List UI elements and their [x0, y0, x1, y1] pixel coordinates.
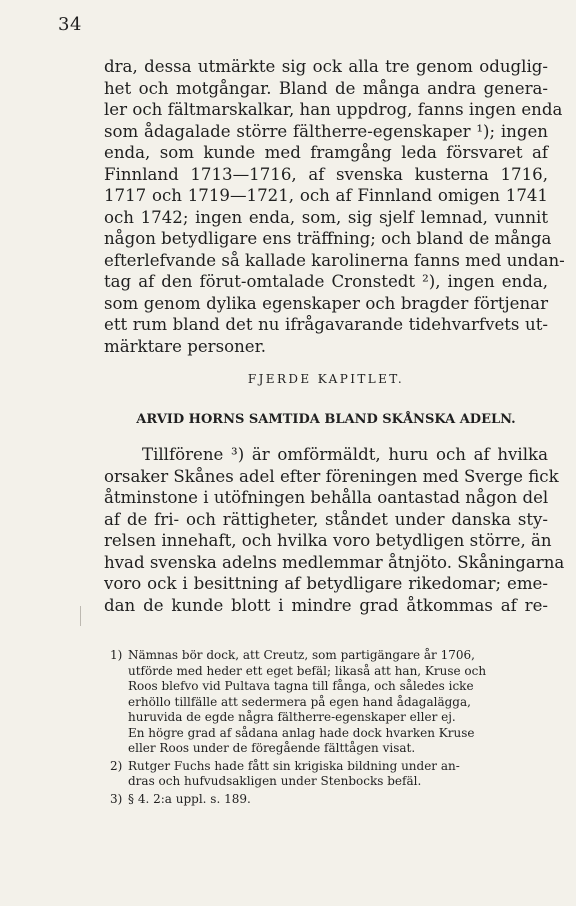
text-line: hvad svenska adelns medlemmar åtnjöto. Skåningarna [104, 552, 565, 572]
text-line: någon betydligare ens träffning; och bland de många [104, 229, 552, 248]
footnotes [104, 648, 548, 809]
footnote-line: Roos blefvo vid Pultava tagna till fånga, och således icke [128, 679, 474, 693]
footnote-2 [104, 759, 548, 790]
text-line: het och motgångar. Bland de många andra genera- [104, 78, 548, 98]
footnote-line: § 4. 2:a uppl. s. 189. [128, 791, 251, 806]
text-line: relsen innehaft, och hvilka voro betydligen större, än [104, 531, 552, 550]
footnote-mark: 1) [110, 648, 123, 662]
chapter-heading: FJERDE KAPITLET. [247, 372, 405, 386]
footnote-line: huruvida de egde några fältherre-egenskaper eller ej. [128, 710, 456, 724]
footnote-line: En högre grad af sådana anlag hade dock hvarken Kruse [128, 725, 475, 740]
footnote-line: Nämnas bör dock, att Creutz, som partigängare år 1706, [128, 648, 475, 662]
text-line: efterlefvande så kallade karolinerna fanns med undan- [104, 250, 565, 270]
footnote-mark: 3) [110, 791, 123, 806]
text-line: af de fri- och rättigheter, ståndet under danska sty- [104, 509, 548, 529]
text-line: Tillförene ³) är omförmäldt, huru och af hvilka [142, 445, 548, 464]
footnote-3 [104, 792, 548, 808]
footnote-line: utförde med heder ett eget befäl; likaså att han, Kruse och [128, 663, 487, 678]
text-line: tag af den förut-omtalade Cronstedt ²), ingen enda, [104, 272, 548, 291]
footnote-line: eller Roos under de föregående fälttågen visat. [128, 741, 416, 755]
text-line: ler och fältmarskalkar, han uppdrog, fanns ingen enda [104, 100, 563, 119]
text-line: som genom dylika egenskaper och bragder förtjenar [104, 293, 548, 313]
text-line: dan de kunde blott i mindre grad åtkommas af re- [104, 595, 548, 615]
text-line: Finnland 1713—1716, af svenska kusterna 1716, [104, 164, 548, 184]
footnote-line: dras och hufvudsakligen under Stenbocks befäl. [128, 774, 422, 788]
text-line: märktare personer. [104, 336, 266, 356]
text-line: orsaker Skånes adel efter föreningen med Sverge fick [104, 466, 559, 486]
footnote-1 [104, 648, 548, 757]
page-number: 34 [58, 14, 82, 35]
text-line: som ådagalade större fältherre-egenskaper ¹); ingen [104, 121, 548, 141]
text-line: åtminstone i utöfningen behålla oantastad någon del [104, 488, 549, 507]
text-line: och 1742; ingen enda, som, sig sjelf lemnad, vunnit [104, 207, 548, 227]
text-line: dra, dessa utmärkte sig ock alla tre genom oduglig- [104, 57, 548, 76]
text-line: voro ock i besittning af betydligare rikedomar; eme- [104, 574, 548, 593]
text-line: ett rum bland det nu ifrågavarande tidehvarfvets ut- [104, 315, 548, 334]
footnote-line: Rutger Fuchs hade fått sin krigiska bildning under an- [128, 758, 460, 773]
paragraph-2 [104, 444, 565, 616]
text-line: enda, som kunde med framgång leda försvaret af [104, 143, 548, 162]
section-heading: ARVID HORNS SAMTIDA BLAND SKÅNSKA ADELN. [136, 412, 516, 427]
text-line: 1717 och 1719—1721, och af Finnland omigen 1741 [104, 186, 548, 205]
page-margin-mark [80, 606, 85, 626]
footnote-mark: 2) [110, 758, 123, 773]
footnote-line: erhöllo tillfälle att sedermera på egen hand ådagalägga, [128, 694, 471, 709]
paragraph-1 [104, 56, 565, 357]
